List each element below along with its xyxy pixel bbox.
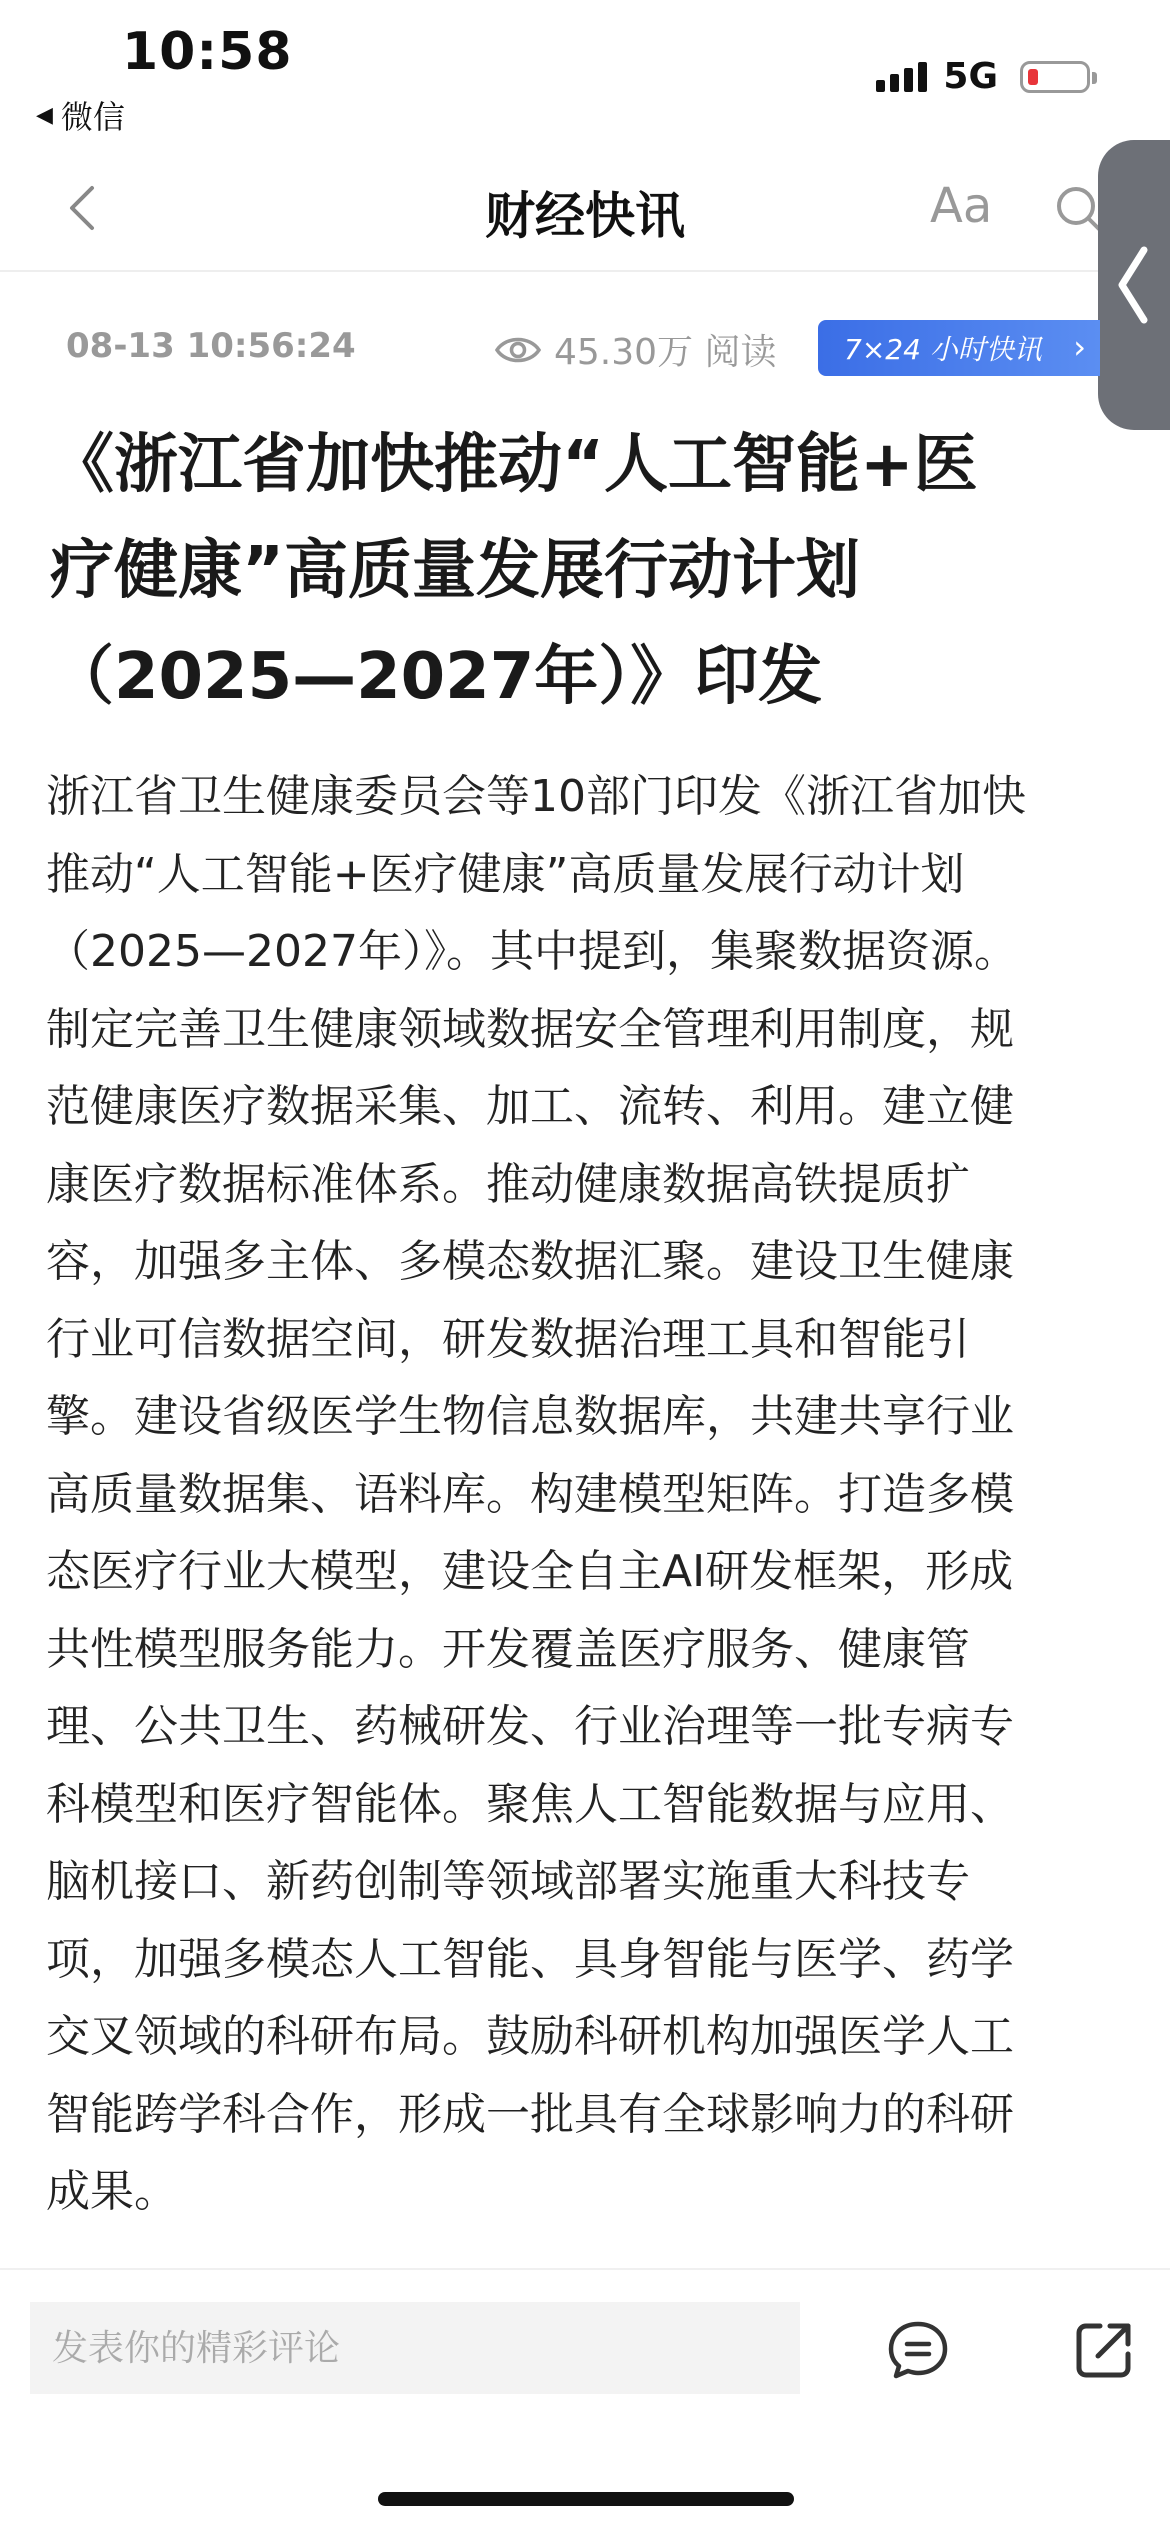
page-title: 财经快讯 (485, 187, 685, 245)
bottom-action-bar (0, 2268, 1170, 2532)
article-headline (50, 412, 1120, 730)
body-line: 擎。建设省级医学生物信息数据库，共建共享行业 (46, 1391, 1014, 1442)
status-time: 10:58 (122, 22, 293, 82)
body-line: 康医疗数据标准体系。推动健康数据高铁提质扩 (46, 1158, 970, 1210)
body-line: 科模型和医疗智能体。聚焦人工智能数据与应用、 (46, 1778, 1014, 1830)
body-line: 范健康医疗数据采集、加工、流转、利用。建立健 (46, 1081, 1014, 1132)
view-count (494, 324, 777, 375)
battery-icon (1020, 61, 1090, 93)
back-app-label: 微信 (60, 98, 125, 136)
comment-bubble-icon (886, 2318, 950, 2382)
live-news-badge-label: 7×24 小时快讯 (844, 333, 1042, 366)
nav-bar (0, 150, 1170, 272)
body-line: 智能跨学科合作，形成一批具有全球影响力的科研 (46, 2088, 1014, 2140)
back-triangle-icon: ◀ (36, 102, 53, 128)
chevron-right-icon: › (1073, 328, 1086, 366)
headline-line: 疗健康”高质量发展行动计划 (50, 534, 861, 608)
body-line: 容，加强多主体、多模态数据汇聚。建设卫生健康 (46, 1236, 1014, 1287)
share-button[interactable] (1072, 2318, 1136, 2382)
live-news-badge[interactable] (818, 320, 1100, 376)
back-to-app-link[interactable] (36, 92, 125, 138)
chevron-left-icon (1112, 240, 1156, 330)
body-line: 成果。 (46, 2166, 178, 2217)
comments-button[interactable] (886, 2318, 950, 2382)
body-line: 理、公共卫生、药械研发、行业治理等一批专病专 (46, 1701, 1014, 1752)
body-line: 推动“人工智能+医疗健康”高质量发展行动计划 (46, 848, 965, 900)
article-meta (0, 320, 1170, 380)
body-line: 行业可信数据空间，研发数据治理工具和智能引 (46, 1313, 970, 1365)
headline-line: 《浙江省加快推动“人工智能+医 (50, 428, 978, 502)
headline-line: （2025—2027年）》印发 (50, 640, 823, 714)
share-icon (1072, 2318, 1136, 2382)
network-label: 5G (943, 56, 998, 97)
body-line: 共性模型服务能力。开发覆盖医疗服务、健康管 (46, 1623, 970, 1675)
font-size-button[interactable]: Aa (930, 178, 993, 234)
signal-icon (876, 62, 927, 92)
comment-input[interactable] (30, 2302, 800, 2394)
eye-icon (494, 333, 542, 367)
body-line: 制定完善卫生健康领域数据安全管理利用制度，规 (46, 1003, 1014, 1055)
status-indicators (876, 56, 1090, 97)
side-drawer-handle[interactable] (1098, 140, 1170, 430)
body-line: 交叉领域的科研布局。鼓励科研机构加强医学人工 (46, 2011, 1014, 2062)
home-indicator[interactable] (378, 2492, 794, 2506)
body-line: 脑机接口、新药创制等领域部署实施重大科技专 (46, 1856, 970, 1907)
publish-datetime: 08-13 10:56:24 (66, 326, 356, 366)
body-line: 高质量数据集、语料库。构建模型矩阵。打造多模 (46, 1468, 1014, 1520)
view-count-label: 45.30万 阅读 (554, 332, 777, 373)
body-line: 浙江省卫生健康委员会等10部门印发《浙江省加快 (46, 771, 1026, 822)
body-line: 态医疗行业大模型，建设全自主AI研发框架，形成 (46, 1546, 1014, 1597)
body-line: 项，加强多模态人工智能、具身智能与医学、药学 (46, 1933, 1014, 1985)
article-body (46, 758, 1136, 2231)
body-line: （2025—2027年）》。其中提到，集聚数据资源。 (46, 926, 1018, 977)
status-bar (0, 0, 1170, 150)
